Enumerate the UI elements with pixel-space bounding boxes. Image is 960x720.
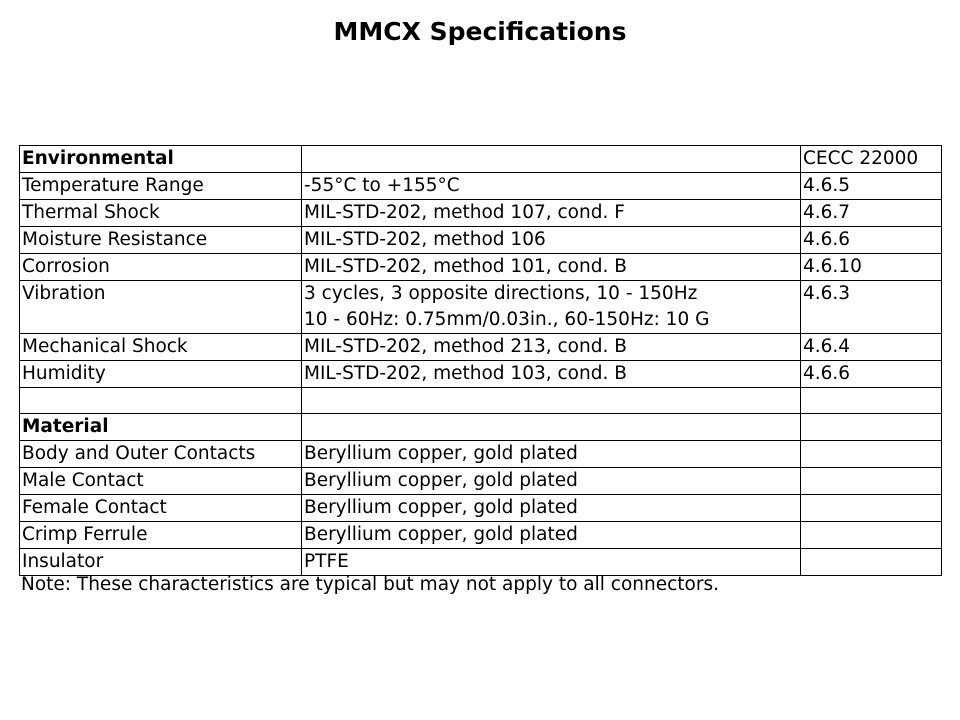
table-row [20,468,942,495]
table-cell-value: Beryllium copper, gold plated [302,468,801,495]
table-cell-empty [302,388,801,414]
table-row [20,254,942,281]
table-cell-ref: 4.6.7 [801,200,942,227]
table-cell-label: Mechanical Shock [20,334,302,361]
table-row [20,173,942,200]
section-heading-material: Material [20,414,302,441]
table-cell-ref [801,522,942,549]
table-cell-empty [801,388,942,414]
value-line-1: 3 cycles, 3 opposite directions, 10 - 150Hz [304,283,698,304]
table-cell-label: Insulator [20,549,302,576]
table-cell-label: Humidity [20,361,302,388]
table-row [20,227,942,254]
table-cell-value: MIL-STD-202, method 101, cond. B [302,254,801,281]
table-cell-ref: 4.6.6 [801,227,942,254]
table-cell-label: Vibration [20,281,302,334]
table-cell-label: Crimp Ferrule [20,522,302,549]
table-cell-value: Beryllium copper, gold plated [302,441,801,468]
table-cell-label: Body and Outer Contacts [20,441,302,468]
table-cell-label: Moisture Resistance [20,227,302,254]
table-row-environmental-header [20,146,942,173]
table-cell-value [302,281,801,334]
table-cell-value [302,414,801,441]
table-cell-ref: 4.6.10 [801,254,942,281]
table-cell-standard: CECC 22000 [801,146,942,173]
table-cell-value: -55°C to +155°C [302,173,801,200]
table-cell-value: Beryllium copper, gold plated [302,522,801,549]
table-row [20,334,942,361]
table-cell-ref: 4.6.6 [801,361,942,388]
footnote: Note: These characteristics are typical but may not apply to all connectors. [21,574,719,595]
table-cell-label: Male Contact [20,468,302,495]
table-cell-value: MIL-STD-202, method 213, cond. B [302,334,801,361]
page-title: MMCX Specifications [333,17,627,46]
table-row [20,522,942,549]
table-cell-label: Thermal Shock [20,200,302,227]
table-cell-ref [801,441,942,468]
specifications-table [19,145,942,576]
table-cell-value: PTFE [302,549,801,576]
table-cell-empty [20,388,302,414]
value-line-2: 10 - 60Hz: 0.75mm/0.03in., 60-150Hz: 10 G [304,309,710,330]
table-cell-ref [801,468,942,495]
table-cell-ref [801,414,942,441]
table-cell-label: Female Contact [20,495,302,522]
table-row [20,495,942,522]
table-cell-ref: 4.6.3 [801,281,942,334]
table-row [20,200,942,227]
table-row [20,441,942,468]
table-cell-ref: 4.6.5 [801,173,942,200]
table-cell-label: Temperature Range [20,173,302,200]
table-row-material-header [20,414,942,441]
section-heading-environmental: Environmental [20,146,302,173]
table-cell-value: MIL-STD-202, method 106 [302,227,801,254]
table-row [20,281,942,334]
table-row [20,361,942,388]
table-cell-value: Beryllium copper, gold plated [302,495,801,522]
table-cell-value: MIL-STD-202, method 103, cond. B [302,361,801,388]
table-row-spacer [20,388,942,414]
table-cell-ref: 4.6.4 [801,334,942,361]
table-cell-ref [801,495,942,522]
table-cell-value [302,146,801,173]
table-cell-ref [801,549,942,576]
table-cell-value: MIL-STD-202, method 107, cond. F [302,200,801,227]
table-cell-label: Corrosion [20,254,302,281]
